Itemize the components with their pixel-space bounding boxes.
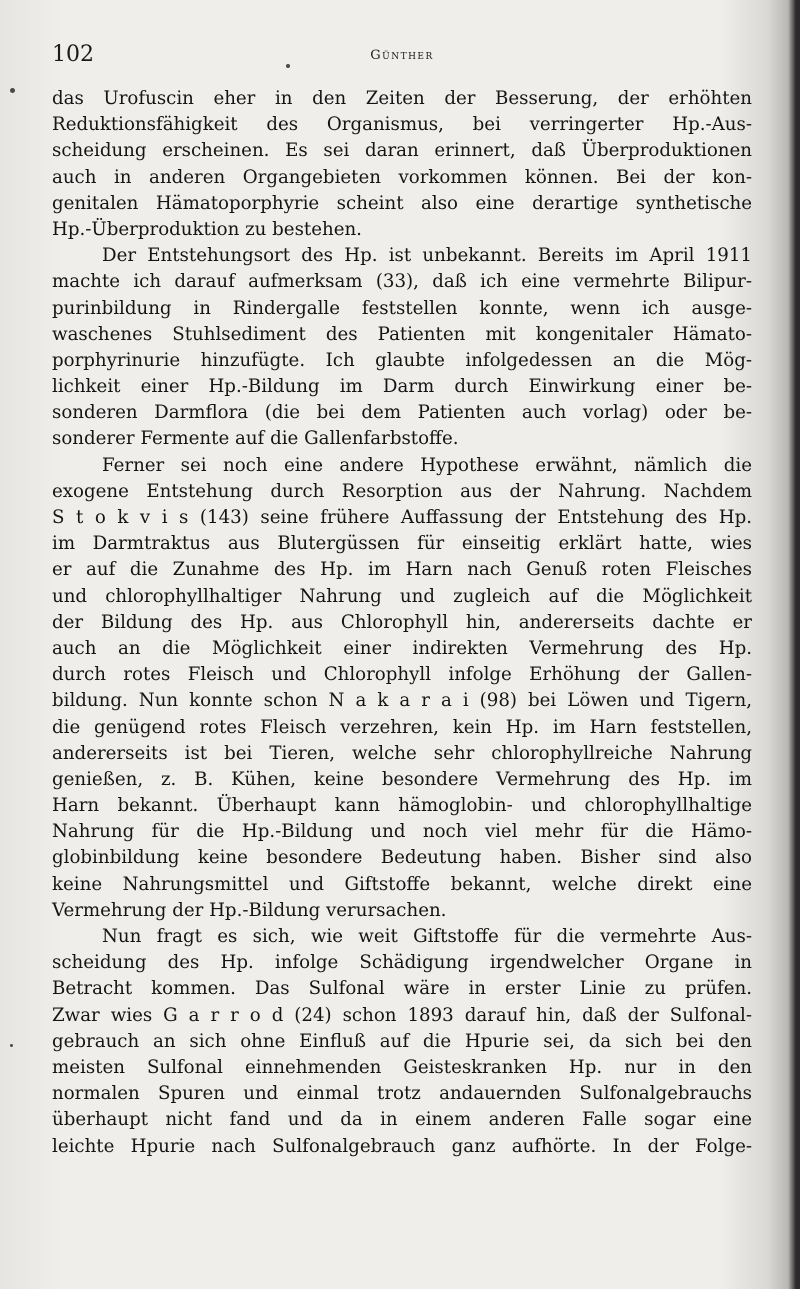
text-line: und chlorophyllhaltiger Nahrung und zugleich auf die Möglichkeit [52, 585, 752, 607]
text-line: genitalen Hämatoporphyrie scheint also eine derartige synthetische [52, 192, 752, 214]
text-line: S t o k v i s (143) seine frühere Auffassung der Entstehung des Hp. [52, 507, 752, 528]
text-line: Hp.-Überproduktion zu bestehen. [52, 218, 362, 240]
text-line: globinbildung keine besondere Bedeutung haben. Bisher sind also [52, 847, 752, 869]
text-line: waschenes Stuhlsediment des Patienten mit kongenitaler Hämato- [52, 323, 752, 345]
running-head: Günther [370, 48, 434, 63]
text-line: überhaupt nicht fand und da in einem anderen Falle sogar eine [52, 1109, 752, 1131]
text-line: meisten Sulfonal einnehmenden Geisteskranken Hp. nur in den [52, 1056, 752, 1078]
text-line: die genügend rotes Fleisch verzehren, kein Hp. im Harn feststellen, [52, 716, 752, 738]
text-line: machte ich darauf aufmerksam (33), daß ich eine vermehrte Bilipur- [52, 271, 752, 293]
text-line: gebrauch an sich ohne Einfluß auf die Hpurie sei, da sich bei den [52, 1030, 752, 1052]
text-line: bildung. Nun konnte schon N a k a r a i (98) bei Löwen und Tigern, [52, 690, 752, 712]
text-line: auch an die Möglichkeit einer indirekten Vermehrung des Hp. [52, 637, 752, 659]
text-line: er auf die Zunahme des Hp. im Harn nach Genuß roten Fleisches [52, 559, 752, 581]
page-header [52, 42, 752, 74]
text-line: purinbildung in Rindergalle feststellen konnte, wenn ich ausge- [52, 297, 752, 319]
text-line: auch in anderen Organgebieten vorkommen können. Bei der kon- [52, 166, 752, 188]
text-line: im Darmtraktus aus Blutergüssen für einseitig erklärt hatte, wies [52, 533, 752, 555]
text-line: Der Entstehungsort des Hp. ist unbekannt. Bereits im April 1911 [102, 245, 752, 267]
text-line: scheidung des Hp. infolge Schädigung irgendwelcher Organe in [52, 952, 752, 974]
text-line: leichte Hpurie nach Sulfonalgebrauch ganz aufhörte. In der Folge- [52, 1135, 752, 1157]
text-line: porphyrinurie hinzufügte. Ich glaubte infolgedessen an die Mög- [52, 349, 752, 371]
text-line: Harn bekannt. Überhaupt kann hämoglobin- und chlorophyllhaltige [52, 795, 752, 817]
text-line: scheidung erscheinen. Es sei daran erinnert, daß Überproduktionen [52, 140, 752, 162]
text-line: Zwar wies G a r r o d (24) schon 1893 darauf hin, daß der Sulfonal- [52, 1004, 752, 1026]
body-text [52, 86, 752, 1160]
text-line: normalen Spuren und einmal trotz andauernden Sulfonalgebrauchs [52, 1083, 752, 1105]
speck [286, 64, 290, 68]
text-line: genießen, z. B. Kühen, keine besondere Vermehrung des Hp. im [52, 768, 752, 790]
text-line: durch rotes Fleisch und Chlorophyll infolge Erhöhung der Gallen- [52, 664, 752, 686]
speck [10, 88, 15, 93]
text-line: Vermehrung der Hp.-Bildung verursachen. [52, 899, 447, 921]
text-line: das Urofuscin eher in den Zeiten der Besserung, der erhöhten [52, 88, 752, 109]
speck [10, 1044, 13, 1047]
page-number: 102 [52, 42, 94, 67]
text-line: Nahrung für die Hp.-Bildung und noch viel mehr für die Hämo- [52, 821, 752, 843]
text-line: exogene Entstehung durch Resorption aus der Nahrung. Nachdem [52, 480, 752, 502]
text-line: Betracht kommen. Das Sulfonal wäre in erster Linie zu prüfen. [52, 978, 752, 1000]
text-line: andererseits ist bei Tieren, welche sehr chlorophyllreiche Nahrung [52, 742, 752, 764]
text-line: Ferner sei noch eine andere Hypothese erwähnt, nämlich die [102, 454, 752, 476]
text-line: sonderen Darmflora (die bei dem Patienten auch vorlag) oder be- [52, 402, 752, 424]
text-line: keine Nahrungsmittel und Giftstoffe bekannt, welche direkt eine [52, 873, 752, 895]
text-line: Nun fragt es sich, wie weit Giftstoffe für die vermehrte Aus- [102, 926, 752, 947]
text-line: lichkeit einer Hp.-Bildung im Darm durch Einwirkung einer be- [52, 376, 752, 398]
text-line: Reduktionsfähigkeit des Organismus, bei verringerter Hp.-Aus- [52, 114, 752, 136]
text-line: sonderer Fermente auf die Gallenfarbstoffe. [52, 428, 459, 450]
text-line: der Bildung des Hp. aus Chlorophyll hin, andererseits dachte er [52, 611, 752, 633]
